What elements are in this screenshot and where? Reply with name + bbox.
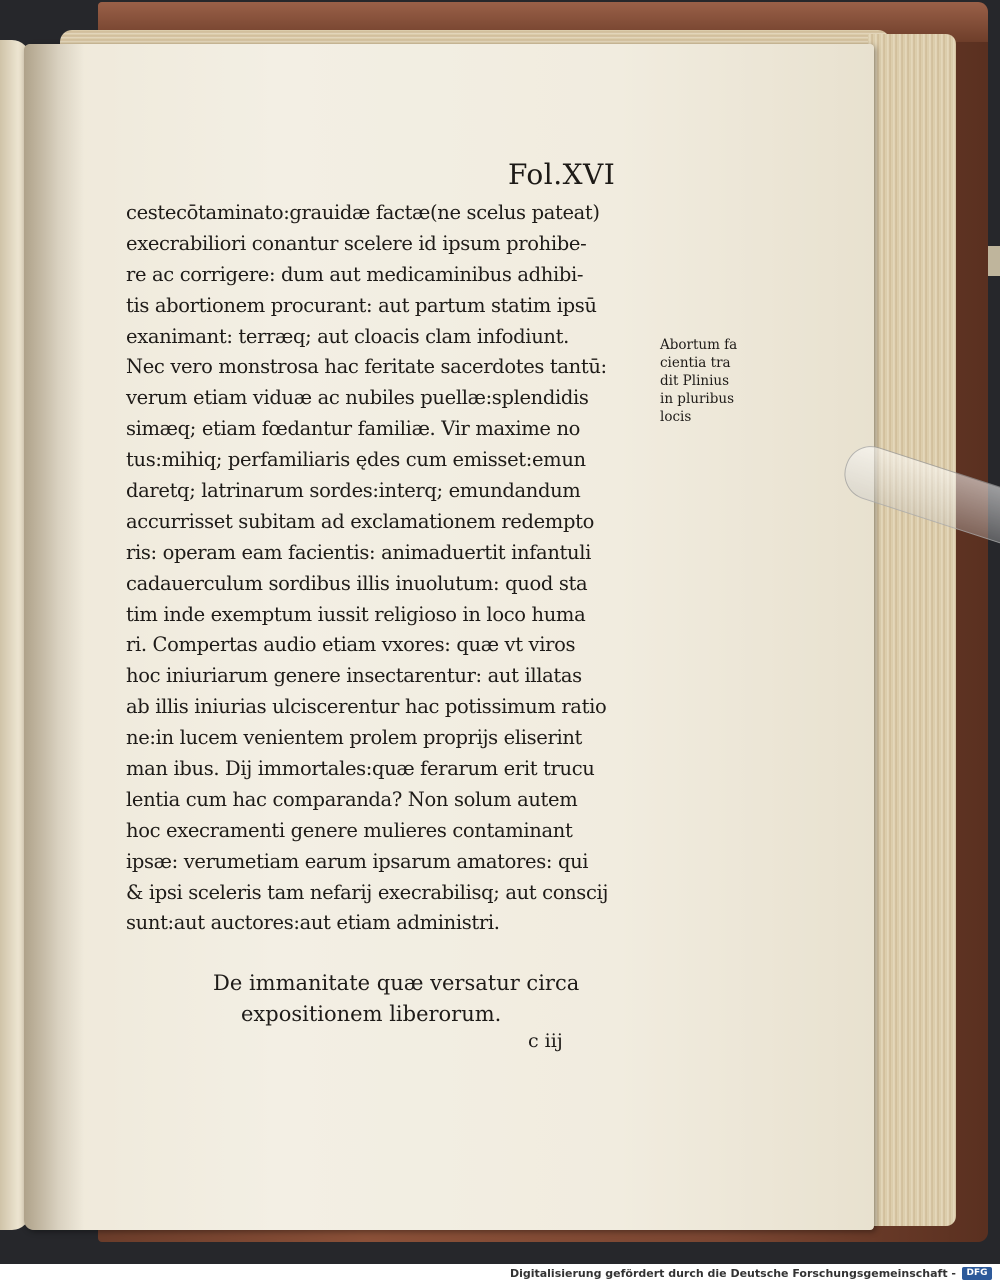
text-line: ab illis iniurias ulciscerentur hac potissimum ratio <box>126 695 607 719</box>
marginal-note-line: dit Plinius <box>660 373 730 389</box>
text-line: ne:in lucem venientem prolem proprijs eliserint <box>126 726 583 750</box>
text-line: simæq; etiam fœdantur familiæ. Vir maxime no <box>126 417 581 441</box>
section-heading-line: expositionem liberorum. <box>241 1002 502 1026</box>
dfg-logo-icon: DFG <box>962 1267 992 1280</box>
text-line: & ipsi sceleris tam nefarij execrabilisq; aut conscij <box>126 880 609 904</box>
marginal-note-line: cientia tra <box>660 355 731 371</box>
text-line: exanimant: terræq; aut cloacis clam infodiunt. <box>126 324 569 348</box>
text-line: tus:mihiq; perfamiliaris ędes cum emisset:emun <box>126 448 586 472</box>
gutter-shadow <box>24 44 84 1230</box>
text-line: man ibus. Dij immortales:quæ ferarum erit trucu <box>126 757 595 781</box>
text-line: hoc iniuriarum genere insectarentur: aut illatas <box>126 664 582 688</box>
funding-credit: Digitalisierung gefördert durch die Deutsche Forschungsgemeinschaft - <box>509 1267 956 1280</box>
text-line: tis abortionem procurant: aut partum statim ipsū <box>126 293 597 317</box>
section-heading <box>213 968 579 1030</box>
footer-bar <box>0 1264 1000 1285</box>
page-tab-marker <box>988 246 1000 276</box>
marginal-note-line: locis <box>660 409 692 425</box>
page-fore-edge <box>868 34 956 1226</box>
text-line: sunt:aut auctores:aut etiam administri. <box>126 911 500 935</box>
signature-mark: c iij <box>528 1030 563 1052</box>
marginal-note-line: in pluribus <box>660 391 734 407</box>
text-line: hoc execramenti genere mulieres contaminant <box>126 818 573 842</box>
text-line: ris: operam eam facientis: animaduertit infantuli <box>126 540 591 564</box>
text-line: tim inde exemptum iussit religioso in loco huma <box>126 602 586 626</box>
text-line: execrabiliori conantur scelere id ipsum prohibe- <box>126 231 587 255</box>
text-line: verum etiam viduæ ac nubiles puellæ:splendidis <box>126 386 589 410</box>
text-line: cestecōtaminato:grauidæ factæ(ne scelus pateat) <box>126 201 600 224</box>
section-heading-line: De immanitate quæ versatur circa <box>213 971 580 995</box>
text-line: re ac corrigere: dum aut medicaminibus adhibi- <box>126 262 584 286</box>
text-line: cadauerculum sordibus illis inuolutum: quod sta <box>126 571 588 595</box>
text-line: daretq; latrinarum sordes:interq; emundandum <box>126 479 581 503</box>
marginal-note <box>660 336 737 426</box>
body-text <box>126 198 666 939</box>
text-line: accurrisset subitam ad exclamationem redempto <box>126 509 594 533</box>
page-header-folio: Fol.XVI <box>508 158 616 191</box>
text-line: ri. Compertas audio etiam vxores: quæ vt viros <box>126 633 576 657</box>
marginal-note-line: Abortum fa <box>660 337 738 353</box>
text-line: Nec vero monstrosa hac feritate sacerdotes tantū: <box>126 355 607 379</box>
text-line: lentia cum hac comparanda? Non solum autem <box>126 787 578 811</box>
text-line: ipsæ: verumetiam earum ipsarum amatores: qui <box>126 849 589 873</box>
